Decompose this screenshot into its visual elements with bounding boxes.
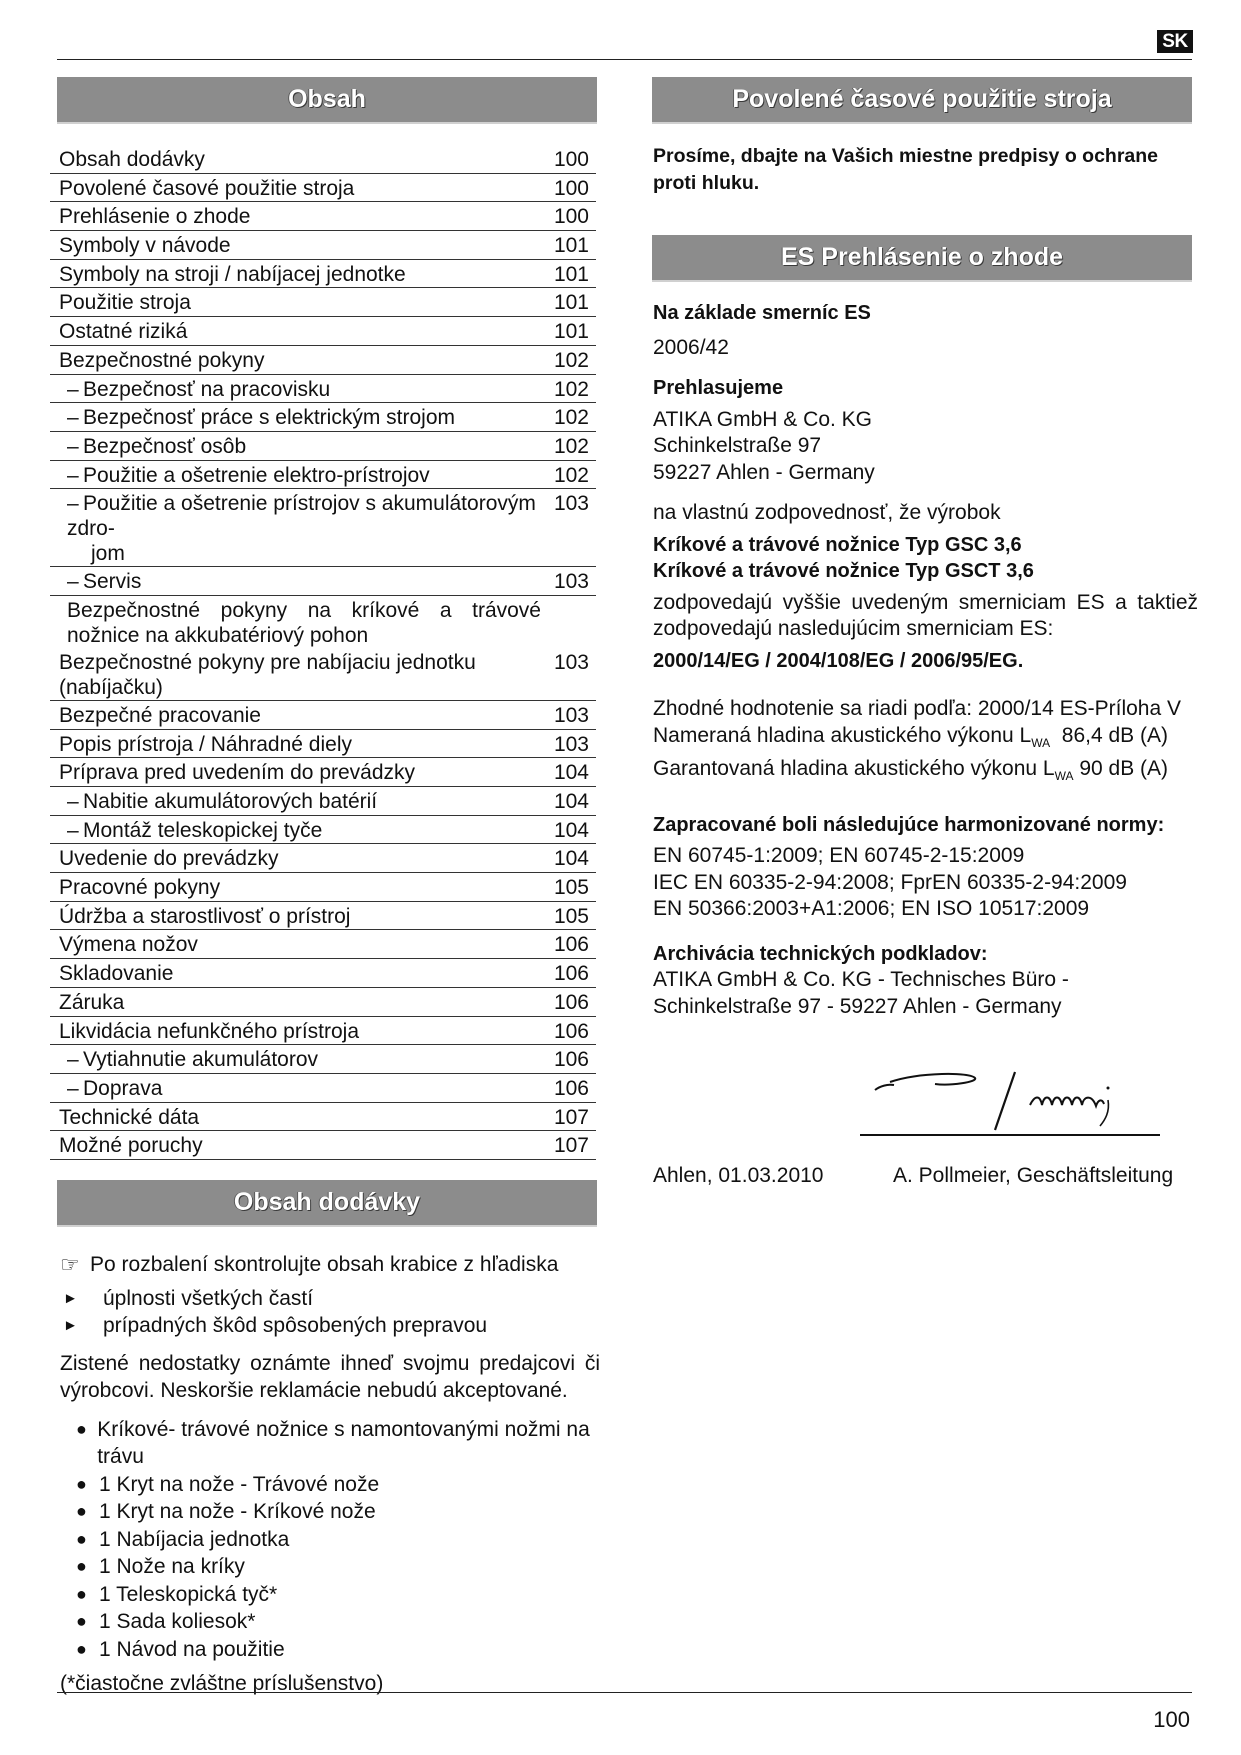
bullet-icon: ● <box>76 1528 87 1549</box>
basis-label: Na základe smerníc ES <box>653 302 871 324</box>
company-street: Schinkelstraße 97 <box>653 434 822 457</box>
toc-row-label <box>59 569 551 594</box>
toc-row <box>50 959 596 988</box>
measured-value: 86,4 dB (A) <box>1061 723 1169 747</box>
top-rule <box>57 59 1192 60</box>
toc-row-label <box>59 491 551 566</box>
toc-row-text: Bezpečné pracovanie <box>59 703 261 727</box>
toc-row-text: Prehlásenie o zhode <box>59 205 251 229</box>
toc-row-text: Montáž teleskopickej tyče <box>83 818 323 842</box>
toc-row-text: Použitie a ošetrenie prístrojov s akumulátorovým zdro- <box>67 492 536 541</box>
toc-row-label <box>59 434 551 459</box>
company-city: 59227 Ahlen - Germany <box>653 460 875 484</box>
toc-row-label <box>59 846 551 871</box>
toc-row-text: Použitie stroja <box>59 291 191 315</box>
assessment-text: Zhodné hodnotenie sa riadi podľa: 2000/14 ES-Príloha V <box>653 697 1181 720</box>
toc-row <box>50 873 596 902</box>
list-item <box>60 1471 600 1499</box>
toc-dash: – <box>67 463 79 487</box>
toc-row-page: 107 <box>553 1105 589 1129</box>
list-item-text: 1 Sada koliesok* <box>99 1610 256 1633</box>
toc-row <box>50 145 596 174</box>
toc-row <box>50 231 596 260</box>
toc-row-text: Povolené časové použitie stroja <box>59 176 355 200</box>
toc-row-text: Bezpečnosť práce s elektrickým strojom <box>83 406 456 430</box>
check-item <box>60 1312 600 1340</box>
bullet-icon: ● <box>76 1583 87 1604</box>
list-item-text: 1 Kryt na nože - Trávové nože <box>99 1472 380 1496</box>
toc-row-label <box>59 961 551 986</box>
toc-row-label <box>59 1076 551 1101</box>
delivery-intro-text: Po rozbalení skontrolujte obsah krabice z hľadiska <box>90 1253 559 1276</box>
pointing-hand-icon: ☞ <box>60 1252 80 1277</box>
delivery-header: Obsah dodávky <box>57 1180 597 1227</box>
toc-row-text: Údržba a starostlivosť o prístroj <box>59 904 351 928</box>
toc-row-text: Symboly v návode <box>59 234 231 258</box>
list-item <box>60 1553 600 1581</box>
toc-row-label <box>59 377 551 402</box>
toc-row-page: 103 <box>553 650 589 674</box>
toc-row-label <box>59 348 551 373</box>
toc-row-label <box>59 789 551 814</box>
toc-row-page: 102 <box>553 434 589 458</box>
toc-row-text: Možné poruchy <box>59 1134 203 1158</box>
toc-row-page: 101 <box>553 234 589 258</box>
check-item-text: úplnosti všetkých častí <box>103 1286 314 1310</box>
bullet-icon: ● <box>76 1556 87 1576</box>
toc-row-text: Servis <box>83 570 142 594</box>
toc-row-page: 103 <box>553 492 589 516</box>
declaration-section <box>653 300 1198 1020</box>
toc-row-page: 102 <box>553 377 589 401</box>
toc-row-page: 103 <box>553 732 589 756</box>
toc-row-text: Symboly na stroji / nabíjacej jednotke <box>59 262 406 286</box>
toc-row-label <box>59 290 551 315</box>
archive-line-2: Schinkelstraße 97 - 59227 Ahlen - Germany <box>653 994 1062 1018</box>
check-item <box>60 1285 600 1313</box>
toc-row-text: Popis prístroja / Náhradné diely <box>59 732 352 756</box>
responsibility-text: na vlastnú zodpovednosť, že výrobok <box>653 501 1001 524</box>
toc-row-text: Skladovanie <box>59 962 174 986</box>
toc-row <box>50 758 596 787</box>
toc-row-page: 104 <box>553 761 589 785</box>
toc-row <box>50 461 596 490</box>
list-item-text: 1 Kryt na nože - Kríkové nože <box>99 1500 376 1523</box>
toc-row <box>50 174 596 203</box>
toc-row-page: 106 <box>553 1076 589 1100</box>
toc-dash: – <box>67 377 79 401</box>
language-badge: SK <box>1157 30 1193 53</box>
arrow-icon: ► <box>63 1289 78 1307</box>
declaration-header: ES Prehlásenie o zhode <box>652 235 1192 282</box>
toc-row-page: 105 <box>553 876 589 900</box>
usage-time-header: Povolené časové použitie stroja <box>652 77 1192 124</box>
directive: 2006/42 <box>653 335 729 359</box>
toc-row-page: 101 <box>553 262 589 286</box>
toc-row <box>50 403 596 432</box>
list-item-text: 1 Nože na kríky <box>99 1555 245 1578</box>
toc-row <box>50 1103 596 1132</box>
toc-row-text: Použitie a ošetrenie elektro-prístrojov <box>83 463 430 487</box>
conformity-text: zodpovedajú vyššie uvedeným smerniciam ES a taktiež zodpovedajú nasledujúcim smerniciam ES: <box>653 590 1198 640</box>
toc-row-label <box>59 463 551 488</box>
guaranteed-prefix: Garantovaná hladina akustického výkonu L <box>653 757 1055 781</box>
toc-row <box>50 787 596 816</box>
toc-row <box>50 317 596 346</box>
toc-row-text: Technické dáta <box>59 1105 200 1129</box>
toc-row-label <box>59 650 551 700</box>
delivery-items <box>60 1416 600 1664</box>
bullet-icon: ● <box>76 1418 87 1439</box>
toc-row <box>50 930 596 959</box>
archive-label: Archivácia technických podkladov: <box>653 942 988 965</box>
toc-row <box>50 902 596 931</box>
arrow-icon: ► <box>63 1317 78 1334</box>
table-of-contents <box>50 145 596 1160</box>
declare-label: Prehlasujeme <box>653 377 784 399</box>
toc-row-text: Likvidácia nefunkčného prístroja <box>59 1019 360 1043</box>
measured-prefix: Nameraná hladina akustického výkonu L <box>653 723 1032 747</box>
toc-row-page: 106 <box>553 1048 589 1072</box>
toc-row-text: Bezpečnostné pokyny <box>59 348 265 372</box>
bottom-rule <box>57 1692 1192 1693</box>
toc-row-text: Pracovné pokyny <box>59 876 221 900</box>
guaranteed-sub: WA <box>1054 769 1074 784</box>
toc-row <box>50 1017 596 1046</box>
list-item-text: Kríkové- trávové nožnice s namontovanými nožmi na trávu <box>97 1417 590 1468</box>
toc-row-page: 106 <box>553 933 589 957</box>
toc-row <box>50 596 596 648</box>
toc-row-label <box>59 760 551 785</box>
toc-row-label <box>59 990 551 1015</box>
toc-row-label <box>59 598 551 648</box>
toc-row-page: 104 <box>553 847 589 871</box>
toc-dash: – <box>67 790 79 813</box>
toc-row-label <box>59 875 551 900</box>
check-list <box>60 1285 600 1340</box>
toc-row-label <box>59 405 551 430</box>
toc-row-page: 106 <box>553 990 589 1014</box>
place-date: Ahlen, 01.03.2010 <box>653 1164 824 1187</box>
list-item-text: 1 Návod na použitie <box>99 1637 285 1661</box>
usage-time-text: Prosíme, dbajte na Vašich miestne predpisy o ochrane proti hluku. <box>653 145 1159 194</box>
bullet-icon: ● <box>76 1611 87 1631</box>
toc-row <box>50 489 596 567</box>
toc-dash: – <box>67 1076 79 1100</box>
toc-row-text: Príprava pred uvedením do prevádzky <box>59 761 416 785</box>
toc-row-page: 100 <box>553 176 589 200</box>
toc-row-page: 100 <box>553 148 589 171</box>
product-2: Kríkové a trávové nožnice Typ GSCT 3,6 <box>653 560 1034 582</box>
toc-row-page: 106 <box>553 962 589 986</box>
signature-image <box>860 1060 1180 1140</box>
toc-row <box>50 375 596 404</box>
toc-dash: – <box>67 406 79 430</box>
guaranteed-level <box>653 756 1198 790</box>
list-item-text: 1 Nabíjacia jednotka <box>99 1527 290 1551</box>
company-name: ATIKA GmbH & Co. KG <box>653 407 873 431</box>
toc-row <box>50 648 596 701</box>
toc-row-text: Bezpečnostné pokyny pre nabíjaciu jednotku (nabíjačku) <box>59 650 476 699</box>
list-item <box>60 1498 600 1526</box>
toc-dash: – <box>67 570 79 594</box>
toc-row-text: Bezpečnostné pokyny na kríkové a trávové nožnice na akkubatériový pohon <box>67 598 541 647</box>
toc-row-text: Bezpečnosť na pracovisku <box>83 377 331 401</box>
toc-row-page: 104 <box>553 790 589 813</box>
list-item <box>60 1416 600 1471</box>
toc-row-text: Záruka <box>59 990 125 1014</box>
toc-row <box>50 1131 596 1160</box>
bullet-icon: ● <box>76 1501 87 1521</box>
toc-header: Obsah <box>57 77 597 124</box>
toc-row-page: 104 <box>553 818 589 842</box>
toc-row-text: Doprava <box>83 1076 163 1100</box>
delivery-section <box>60 1252 600 1698</box>
bullet-icon: ● <box>76 1473 87 1494</box>
toc-row <box>50 844 596 873</box>
toc-row-page: 102 <box>553 406 589 430</box>
list-item <box>60 1581 600 1609</box>
toc-row-label <box>59 904 551 929</box>
toc-row <box>50 432 596 461</box>
toc-row-text: Obsah dodávky <box>59 148 205 171</box>
archive-line-1: ATIKA GmbH & Co. KG - Technisches Büro - <box>653 968 1069 992</box>
toc-row-label <box>59 932 551 957</box>
toc-row <box>50 202 596 231</box>
norm-1: EN 60745-1:2009; EN 60745-2-15:2009 <box>653 844 1025 868</box>
norm-2: IEC EN 60335-2-94:2008; FprEN 60335-2-94:2009 <box>653 870 1127 894</box>
toc-row-page: 101 <box>553 291 589 315</box>
toc-dash: – <box>67 492 79 516</box>
page-number: 100 <box>1153 1707 1190 1732</box>
bullet-icon: ● <box>76 1638 87 1659</box>
norms-label: Zapracované boli následujúce harmonizované normy: <box>653 813 1165 836</box>
delivery-notice: Zistené nedostatky oznámte ihneď svojmu predajcovi či výrobcovi. Neskoršie reklamácie nebudú akceptované. <box>60 1351 600 1402</box>
toc-row-page: 100 <box>553 205 589 229</box>
delivery-intro <box>60 1252 600 1279</box>
toc-dash: – <box>67 818 79 842</box>
toc-row-page: 103 <box>553 570 589 594</box>
toc-row-text: Vytiahnutie akumulátorov <box>83 1048 319 1072</box>
delivery-footnote: (*čiastočne zvláštne príslušenstvo) <box>60 1672 384 1695</box>
toc-row <box>50 1045 596 1074</box>
toc-row-label <box>59 703 551 728</box>
guaranteed-value: 90 dB (A) <box>1079 757 1169 781</box>
norm-3: EN 50366:2003+A1:2006; EN ISO 10517:2009 <box>653 897 1090 921</box>
list-item <box>60 1526 600 1554</box>
toc-row-label <box>59 1019 551 1044</box>
toc-dash: – <box>67 434 79 458</box>
product-1: Kríkové a trávové nožnice Typ GSC 3,6 <box>653 533 1022 556</box>
list-item <box>60 1636 600 1664</box>
toc-row-label <box>59 1105 551 1130</box>
toc-row <box>50 288 596 317</box>
toc-dash: – <box>67 1048 79 1072</box>
measured-level <box>653 723 1198 757</box>
toc-row-page: 103 <box>553 703 589 727</box>
toc-row-page: 102 <box>553 348 589 372</box>
toc-row-label <box>59 204 551 229</box>
toc-row <box>50 567 596 596</box>
toc-row-text: Nabitie akumulátorových batérií <box>83 790 378 813</box>
toc-row-text: Výmena nožov <box>59 933 198 957</box>
toc-row-text: Bezpečnosť osôb <box>83 434 247 458</box>
toc-row <box>50 346 596 375</box>
directives-list: 2000/14/EG / 2004/108/EG / 2006/95/EG. <box>653 649 1024 672</box>
toc-row-page: 107 <box>553 1134 589 1158</box>
toc-row <box>50 816 596 845</box>
toc-row-page: 105 <box>553 904 589 928</box>
toc-row-label <box>59 233 551 258</box>
toc-row-page: 106 <box>553 1019 589 1043</box>
measured-sub: WA <box>1031 735 1051 750</box>
toc-row <box>50 988 596 1017</box>
signatory: A. Pollmeier, Geschäftsleitung <box>893 1164 1174 1187</box>
toc-row <box>50 701 596 730</box>
toc-row-label <box>59 732 551 757</box>
list-item <box>60 1608 600 1636</box>
toc-row-label <box>59 319 551 344</box>
toc-row-text: Uvedenie do prevádzky <box>59 847 279 871</box>
list-item-text: 1 Teleskopická tyč* <box>99 1582 278 1606</box>
check-item-text: prípadných škôd spôsobených prepravou <box>103 1314 488 1337</box>
toc-row-continuation: jom <box>91 542 125 566</box>
toc-row-page: 102 <box>553 463 589 487</box>
toc-row-page: 101 <box>553 320 589 344</box>
toc-row <box>50 1074 596 1103</box>
toc-row-label <box>59 262 551 287</box>
toc-row <box>50 260 596 289</box>
toc-row-label <box>59 818 551 843</box>
toc-row-label <box>59 1047 551 1072</box>
toc-row <box>50 730 596 759</box>
toc-row-text: Ostatné riziká <box>59 320 188 344</box>
toc-row-label <box>59 147 551 172</box>
toc-row-label <box>59 1133 551 1158</box>
toc-row-label <box>59 176 551 201</box>
